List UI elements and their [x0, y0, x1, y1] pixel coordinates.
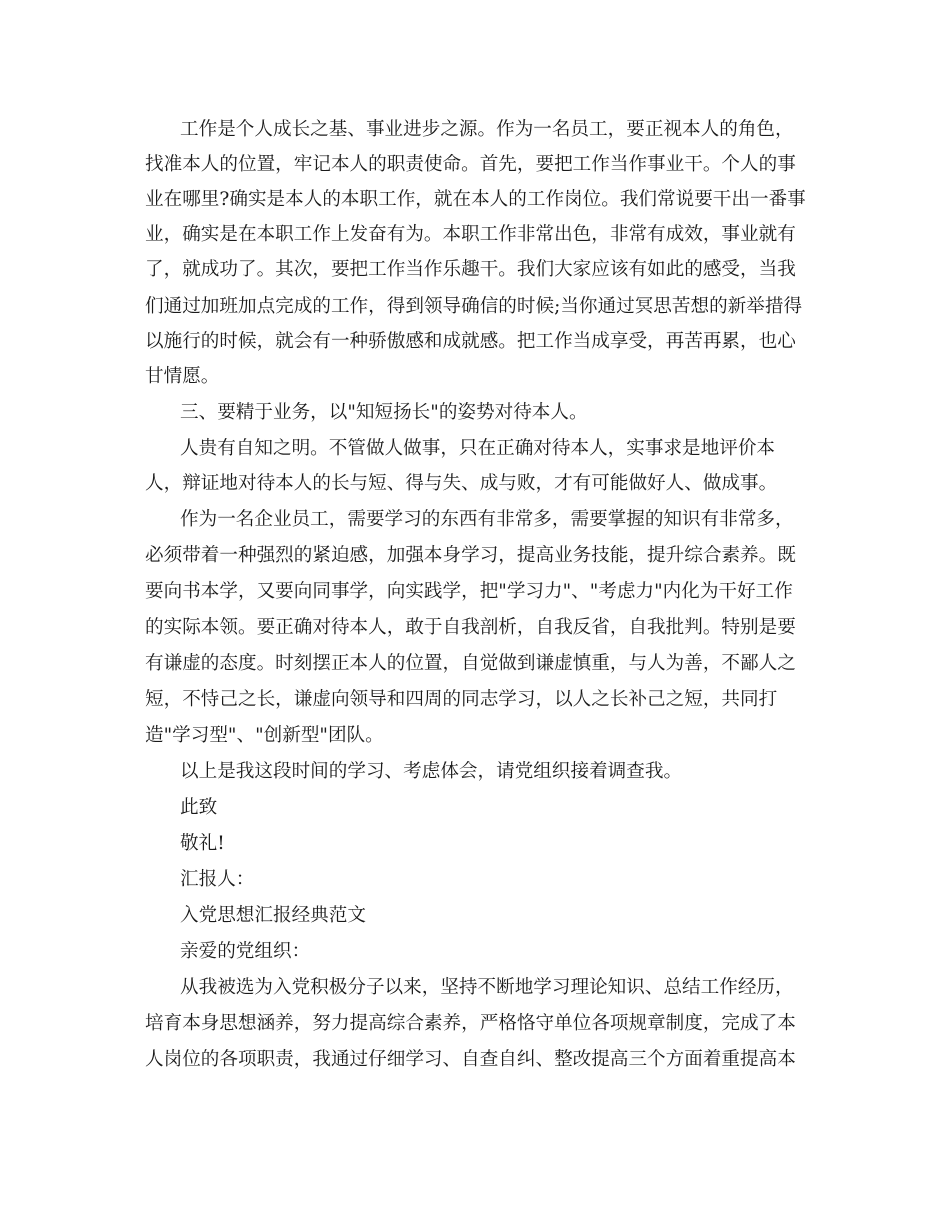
text-line: 人岗位的各项职责，我通过仔细学习、自查自纠、整改提高三个方面着重提高本 [145, 1049, 796, 1070]
text-line: 造"学习型"、"创新型"团队。 [145, 725, 384, 746]
text-line: 以施行的时候，就会有一种骄傲感和成就感。把工作当成享受，再苦再累，也心 [145, 331, 796, 352]
text-line: 人贵有自知之明。不管做人做事，只在正确对待本人，实事求是地评价本 [180, 438, 776, 459]
text-line: 业在哪里?确实是本人的本职工作，就在本人的工作岗位。我们常说要干出一番事 [145, 189, 806, 210]
text-line: 们通过加班加点完成的工作，得到领导确信的时候;当你通过冥思苦想的新举措得 [145, 296, 803, 317]
text-line: 有谦虚的态度。时刻摆正本人的位置，自觉做到谦虚慎重，与人为善，不鄙人之 [145, 653, 796, 674]
text-line: 培育本身思想涵养，努力提高综合素养，严格恪守单位各项规章制度，完成了本 [145, 1013, 796, 1034]
salutation: 亲爱的党组织： [180, 941, 311, 962]
text-line: 短，不恃己之长，谦虚向领导和四周的同志学习，以人之长补己之短，共同打 [145, 689, 778, 710]
document-title: 入党思想汇报经典范文 [180, 905, 366, 926]
closing-line: 敬礼! [180, 833, 225, 854]
text-line: 工作是个人成长之基、事业进步之源。作为一名员工，要正视本人的角色， [180, 119, 794, 140]
text-line: 作为一名企业员工，需要学习的东西有非常多，需要掌握的知识有非常多， [180, 509, 794, 530]
text-line: 从我被选为入党积极分子以来，坚持不断地学习理论知识、总结工作经历， [180, 977, 794, 998]
text-line: 找准本人的位置，牢记本人的职责使命。首先，要把工作当作事业干。个人的事 [145, 154, 796, 175]
text-line: 人，辩证地对待本人的长与短、得与失、成与败，才有可能做好人、做成事。 [145, 473, 778, 494]
text-line: 必须带着一种强烈的紧迫感，加强本身学习，提高业务技能，提升综合素养。既 [145, 545, 796, 566]
section-heading: 三、要精于业务，以"知短扬长"的姿势对待本人。 [180, 402, 588, 423]
text-line: 要向书本学，又要向同事学，向实践学，把"学习力"、"考虑力"内化为干好工作 [145, 581, 793, 602]
signature-label: 汇报人： [180, 869, 255, 890]
text-line: 了，就成功了。其次，要把工作当作乐趣干。我们大家应该有如此的感受，当我 [145, 259, 796, 280]
text-line: 业，确实是在本职工作上发奋有为。本职工作非常出色，非常有成效，事业就有 [145, 224, 796, 245]
text-line: 甘情愿。 [145, 366, 220, 387]
text-line: 以上是我这段时间的学习、考虑体会，请党组织接着调查我。 [180, 761, 683, 782]
closing-line: 此致 [180, 797, 218, 818]
text-line: 的实际本领。要正确对待本人，敢于自我剖析，自我反省，自我批判。特别是要 [145, 617, 796, 638]
